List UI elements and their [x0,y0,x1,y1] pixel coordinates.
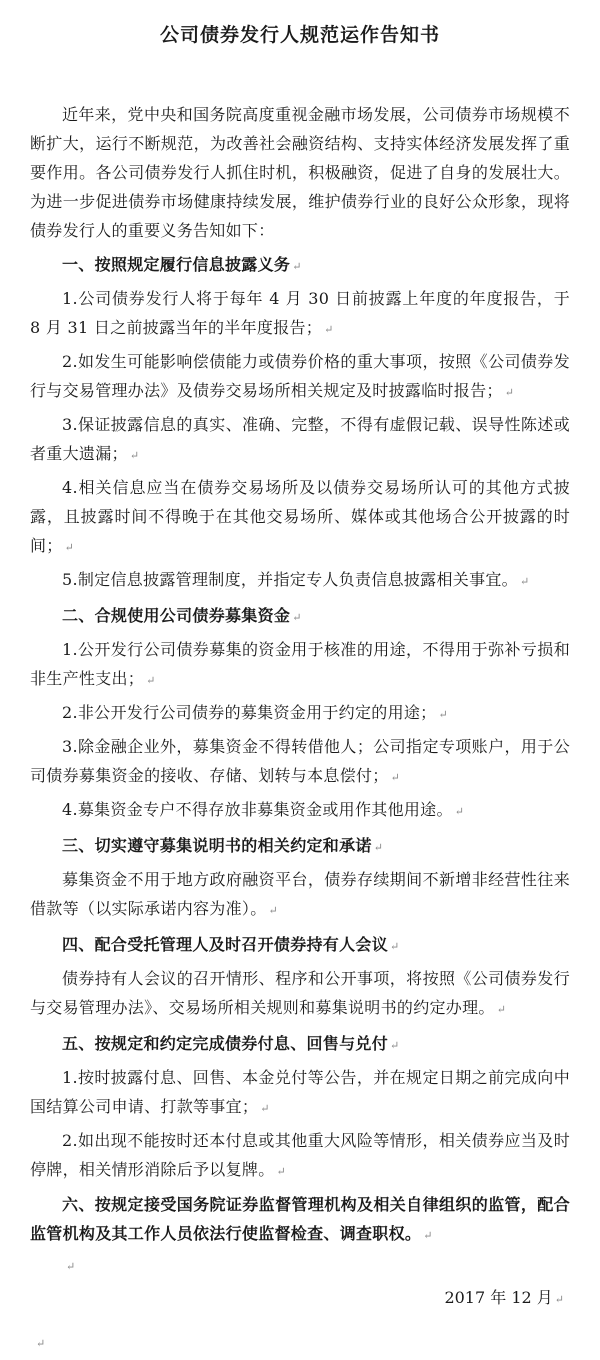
paragraph-mark-icon: ↵ [64,541,75,554]
blank-line [30,1250,570,1282]
list-item: 1.公开发行公司债券募集的资金用于核准的用途，不得用于弥补亏损和非生产性支出； ↵ [30,640,570,688]
list-item: 债券持有人会议的召开情形、程序和公开事项，将按照《公司债券发行与交易管理办法》、交易场所相关规则和募集说明书的约定办理。 ↵ [30,969,570,1017]
paragraph-mark-icon: ↵ [129,449,140,462]
paragraph-mark-icon: ↵ [66,1260,76,1273]
paragraph-mark-icon: ↵ [504,386,515,399]
section-4 [30,930,570,1024]
section-3 [30,831,570,925]
section-heading: 三、切实遵守募集说明书的相关约定和承诺 ↵ [62,836,384,855]
document-date: 2017 年 12 月 ↵ [444,1288,564,1307]
intro-paragraph: 近年来，党中央和国务院高度重视金融市场发展，公司债券市场规模不断扩大，运行不断规范，为改善社会融资结构、支持实体经济发展发挥了重要作用。各公司债券发行人抓住时机，积极融资，促进了自身的发展壮大。为进一步促进债券市场健康持续发展，维护债券行业的良好公众形象，现将债券发行人的重要义务告知如下： [30,105,570,240]
paragraph-mark-icon: ↵ [268,904,279,917]
list-item: 4.相关信息应当在债券交易场所及以债券交易场所认可的其他方式披露，且披露时间不得晚于在其他交易场所、媒体或其他场合公开披露的时间； ↵ [30,478,570,555]
paragraph-mark-icon: ↵ [373,841,384,854]
paragraph-mark-icon: ↵ [454,805,465,818]
list-item: 4.募集资金专户不得存放非募集资金或用作其他用途。 ↵ [62,800,465,819]
section-heading: 二、合规使用公司债券募集资金 ↵ [62,606,302,625]
paragraph-mark-icon: ↵ [423,1229,433,1242]
paragraph-mark-icon: ↵ [390,940,400,953]
paragraph-mark-icon: ↵ [292,260,302,273]
paragraph-mark-icon: ↵ [390,771,401,784]
section-1 [30,250,570,596]
paragraph-mark-icon: ↵ [36,1337,46,1350]
section-heading: 一、按照规定履行信息披露义务 ↵ [62,255,302,274]
list-item: 1.公司债券发行人将于每年 4 月 30 日前披露上年度的年度报告，于 8 月 31 日之前披露当年的半年度报告； ↵ [30,289,570,337]
list-item: 1.按时披露付息、回售、本金兑付等公告，并在规定日期之前完成向中国结算公司申请、打款等事宜； ↵ [30,1068,570,1116]
page-title: 公司债券发行人规范运作告知书 [159,24,440,46]
paragraph-mark-icon: ↵ [519,575,530,588]
paragraph-mark-icon: ↵ [260,1102,270,1115]
paragraph-mark-icon: ↵ [438,708,448,721]
list-item: 3.保证披露信息的真实、准确、完整，不得有虚假记载、误导性陈述或者重大遗漏； ↵ [30,415,570,463]
paragraph-mark-icon: ↵ [390,1039,400,1052]
section-heading: 五、按规定和约定完成债券付息、回售与兑付 ↵ [62,1034,400,1053]
list-item: 2.如发生可能影响偿债能力或债券价格的重大事项，按照《公司债券发行与交易管理办法》及债券交易场所相关规定及时披露临时报告； ↵ [30,352,570,400]
section-2 [30,601,570,826]
list-item: 2.如出现不能按时还本付息或其他重大风险等情形，相关债券应当及时停牌，相关情形消除后予以复牌。 ↵ [30,1131,570,1179]
list-item: 2.非公开发行公司债券的募集资金用于约定的用途； ↵ [62,703,448,722]
closing-paragraph: 六、按规定接受国务院证券监督管理机构及相关自律组织的监管，配合监管机构及其工作人员依法行使监督检查、调查职权。 ↵ [30,1195,570,1243]
paragraph-mark-icon: ↵ [276,1165,287,1178]
list-item: 3.除金融企业外，募集资金不得转借他人；公司指定专项账户，用于公司债券募集资金的接收、存储、划转与本息偿付； ↵ [30,737,570,785]
paragraph-mark-icon: ↵ [146,674,156,687]
paragraph-mark-icon: ↵ [324,323,334,336]
paragraph-mark-icon: ↵ [496,1003,507,1016]
list-item: 募集资金不用于地方政府融资平台，债券存续期间不新增非经营性往来借款等（以实际承诺内容为准）。 ↵ [30,870,570,918]
list-item: 5.制定信息披露管理制度，并指定专人负责信息披露相关事宜。 ↵ [62,570,530,589]
section-heading: 四、配合受托管理人及时召开债券持有人会议 ↵ [62,935,400,954]
section-5 [30,1029,570,1186]
paragraph-mark-icon: ↵ [292,611,302,624]
paragraph-mark-icon: ↵ [554,1293,564,1306]
